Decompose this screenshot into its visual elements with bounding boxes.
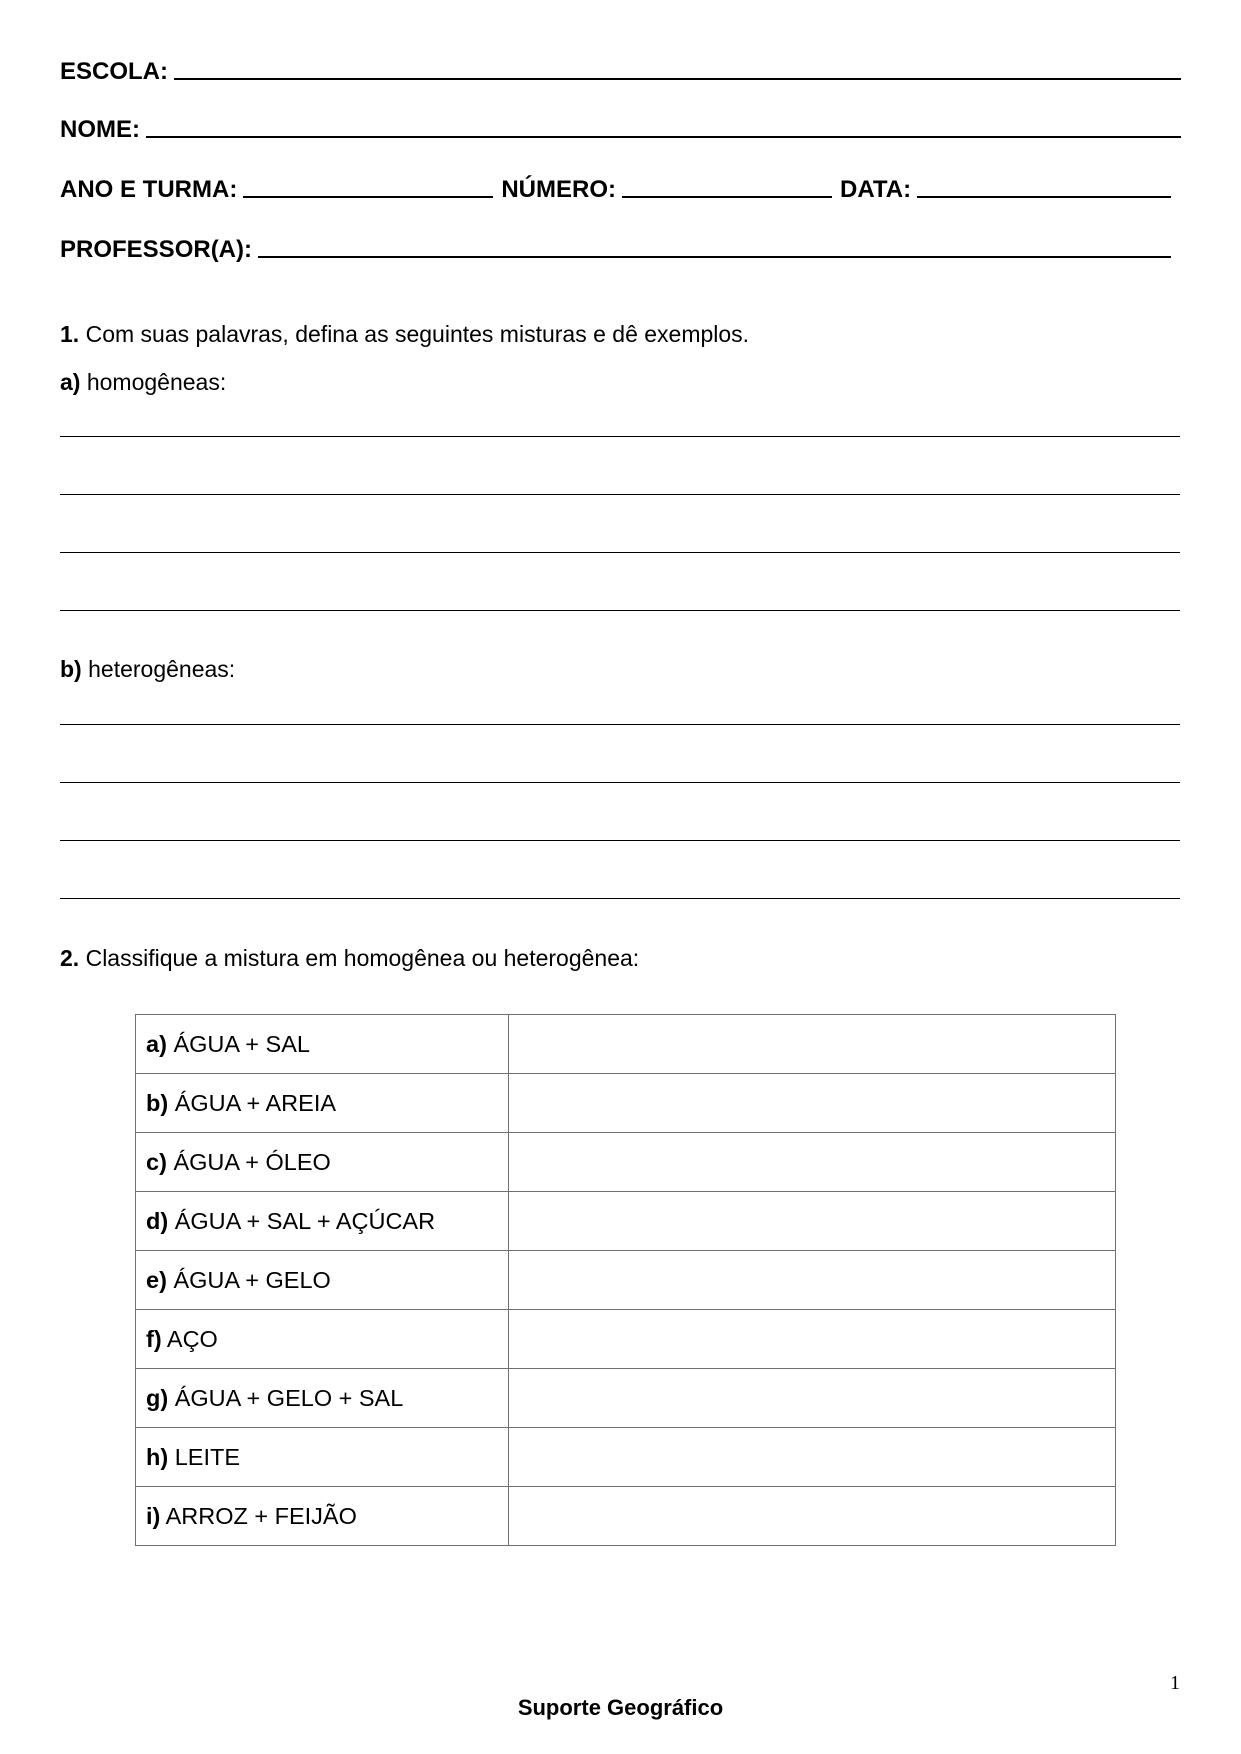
item-text: ÁGUA + AREIA [174, 1089, 337, 1116]
item-letter: e) [146, 1266, 167, 1293]
item-text: ÁGUA + GELO [173, 1266, 331, 1293]
mixture-item [136, 1192, 509, 1251]
item-text: AÇO [166, 1325, 218, 1352]
answer-cell[interactable] [509, 1428, 1116, 1487]
nome-row [60, 116, 1181, 144]
question-1-number: 1. [60, 321, 80, 347]
table-row [136, 1428, 1116, 1487]
table-row [136, 1133, 1116, 1192]
question-1 [60, 320, 749, 348]
item-text: ARROZ + FEIJÃO [165, 1502, 357, 1529]
question-1b-text: heterogêneas: [88, 656, 236, 682]
answer-line-1a-1[interactable] [60, 436, 1180, 437]
escola-row [60, 58, 1181, 86]
question-1a-letter: a) [60, 369, 81, 395]
mixture-item [136, 1369, 509, 1428]
mixture-table [135, 1014, 1116, 1546]
numero-label: NÚMERO: [501, 176, 616, 203]
ano-turma-field[interactable] [243, 196, 493, 198]
item-letter: f) [146, 1325, 162, 1352]
item-letter: a) [146, 1030, 167, 1057]
answer-cell[interactable] [509, 1074, 1116, 1133]
mixture-item [136, 1310, 509, 1369]
professor-field[interactable] [258, 256, 1171, 258]
item-letter: i) [146, 1502, 161, 1529]
question-1-text: Com suas palavras, defina as seguintes misturas e dê exemplos. [85, 321, 750, 347]
item-letter: g) [146, 1384, 169, 1411]
answer-line-1b-3[interactable] [60, 840, 1180, 841]
item-letter: c) [146, 1148, 167, 1175]
mixture-item [136, 1428, 509, 1487]
table-row [136, 1074, 1116, 1133]
escola-field[interactable] [174, 78, 1181, 80]
question-1b-letter: b) [60, 656, 82, 682]
question-1a [60, 368, 226, 396]
answer-cell[interactable] [509, 1310, 1116, 1369]
mixture-item [136, 1487, 509, 1546]
professor-label: PROFESSOR(A): [60, 236, 252, 263]
answer-line-1b-4[interactable] [60, 898, 1180, 899]
mixture-item [136, 1133, 509, 1192]
item-text: ÁGUA + SAL [173, 1030, 310, 1057]
item-letter: b) [146, 1089, 169, 1116]
question-1b [60, 655, 235, 683]
answer-cell[interactable] [509, 1251, 1116, 1310]
answer-cell[interactable] [509, 1192, 1116, 1251]
question-1a-text: homogêneas: [86, 369, 227, 395]
answer-cell[interactable] [509, 1133, 1116, 1192]
answer-cell[interactable] [509, 1015, 1116, 1074]
item-letter: d) [146, 1207, 169, 1234]
nome-field[interactable] [146, 136, 1181, 138]
data-label: DATA: [839, 176, 912, 203]
ano-numero-data-row [60, 176, 1171, 204]
table-row [136, 1015, 1116, 1074]
footer-credit: Suporte Geográfico [517, 1695, 724, 1720]
answer-line-1a-3[interactable] [60, 552, 1180, 553]
question-2 [60, 944, 639, 972]
answer-cell[interactable] [509, 1487, 1116, 1546]
answer-line-1b-1[interactable] [60, 724, 1180, 725]
table-row [136, 1487, 1116, 1546]
nome-label: NOME: [60, 116, 140, 143]
ano-turma-label: ANO E TURMA: [60, 176, 238, 203]
question-2-text: Classifique a mistura em homogênea ou heterogênea: [85, 945, 640, 971]
table-row [136, 1310, 1116, 1369]
table-row [136, 1369, 1116, 1428]
mixture-item [136, 1074, 509, 1133]
item-text: ÁGUA + ÓLEO [173, 1148, 331, 1175]
item-text: ÁGUA + SAL + AÇÚCAR [174, 1207, 436, 1234]
answer-line-1a-2[interactable] [60, 494, 1180, 495]
escola-label: ESCOLA: [60, 58, 168, 85]
answer-line-1b-2[interactable] [60, 782, 1180, 783]
table-row [136, 1192, 1116, 1251]
table-row [136, 1251, 1116, 1310]
question-2-number: 2. [60, 945, 80, 971]
item-text: ÁGUA + GELO + SAL [174, 1384, 404, 1411]
numero-field[interactable] [622, 196, 832, 198]
item-letter: h) [146, 1443, 169, 1470]
item-text: LEITE [174, 1443, 241, 1470]
data-field[interactable] [917, 196, 1171, 198]
mixture-item [136, 1015, 509, 1074]
answer-line-1a-4[interactable] [60, 610, 1180, 611]
mixture-item [136, 1251, 509, 1310]
page-number: 1 [1170, 1672, 1180, 1694]
answer-cell[interactable] [509, 1369, 1116, 1428]
professor-row [60, 236, 1171, 264]
